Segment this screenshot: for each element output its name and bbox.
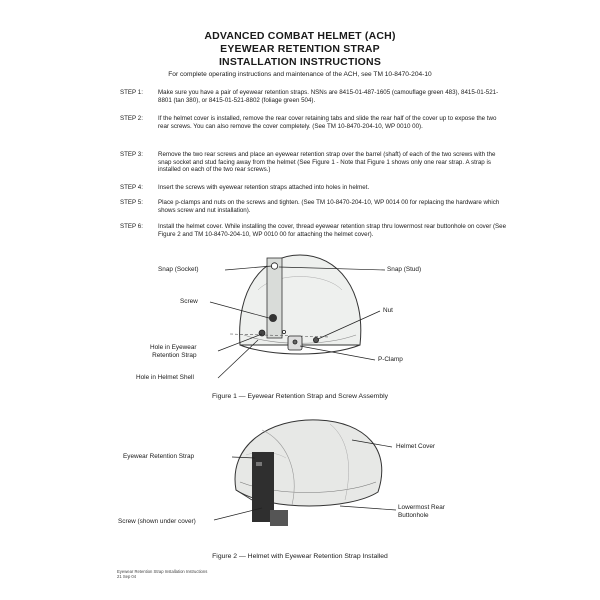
label-hole-strap-line-1: Hole in Eyewear (150, 344, 197, 351)
step-label: STEP 5: (120, 199, 143, 206)
step-text: Place p-clamps and nuts on the screws and tighten. (See TM 10-8470-204-10, WP 0014 00 for replacing the hardware which shows screw and nut installation). (158, 199, 500, 214)
step-text: If the helmet cover is installed, remove the rear cover retaining tabs and slide the rear half of the cover up to expose the two rear screws. You can also remove the cover completely. (See TM 10-8470-204-10, WP 0010 00). (158, 115, 497, 130)
label-p-clamp: P-Clamp (378, 356, 403, 363)
label-hole-strap (150, 344, 197, 359)
label-hole-shell: Hole in Helmet Shell (136, 374, 194, 381)
label-buttonhole (398, 504, 445, 519)
step-label: STEP 4: (120, 184, 143, 191)
step-label: STEP 1: (120, 89, 143, 96)
label-screw-under-cover: Screw (shown under cover) (118, 518, 196, 525)
footer-title: Eyewear Retention Strap Installation Instructions (117, 569, 208, 574)
eyewear-strap-figure-1 (267, 258, 282, 338)
label-screw: Screw (180, 298, 198, 305)
label-buttonhole-line-2: Buttonhole (398, 511, 429, 519)
label-hole-strap-line-2: Retention Strap (152, 351, 197, 359)
step-text: Insert the screws with eyewear retention straps attached into holes in helmet. (158, 184, 370, 191)
step-text: Remove the two rear screws and place an eyewear retention strap over the barrel (shaft) of each of the two screws with the snap socket and stud facing away from the helmet (See Figure 1 - Note that Figure 1 shows only one rear strap. A strap is installed on each of the two rear screws.) (158, 151, 496, 174)
step-text: Make sure you have a pair of eyewear retention straps. NSNs are 8415-01-487-1605 (camouflage green 483), 8415-01-521-8801 (tan 380), or 8415-01-521-8802 (foliage green 504). (158, 89, 499, 104)
step-label: STEP 3: (120, 151, 143, 158)
title-line-3: INSTALLATION INSTRUCTIONS (218, 56, 382, 68)
title-line-2: EYEWEAR RETENTION STRAP (220, 43, 380, 55)
label-buttonhole-line-1: Lowermost Rear (398, 504, 445, 511)
footer-date: 21 Sep 04 (117, 574, 137, 579)
step-text: Install the helmet cover. While installing the cover, thread eyewear retention strap thru lowermost rear buttonhole on cover (See Figure 2 and TM 10-8470-204-10, WP 0010 00 for attaching the helmet cover). (158, 223, 507, 238)
figure-1-caption: Figure 1 — Eyewear Retention Strap and Screw Assembly (211, 393, 389, 400)
title-line-1: ADVANCED COMBAT HELMET (ACH) (204, 30, 396, 42)
label-snap-stud: Snap (Stud) (387, 266, 422, 273)
label-nut: Nut (383, 307, 393, 314)
intro-text: For complete operating instructions and maintenance of the ACH, see TM 10-8470-204-10 (168, 71, 432, 78)
label-eyewear-strap: Eyewear Retention Strap (123, 453, 195, 460)
figure-2-caption: Figure 2 — Helmet with Eyewear Retention Strap Installed (212, 553, 388, 560)
step-label: STEP 2: (120, 115, 143, 122)
label-helmet-cover: Helmet Cover (396, 443, 436, 450)
step-label: STEP 6: (120, 223, 143, 230)
label-snap-socket: Snap (Socket) (158, 266, 199, 273)
